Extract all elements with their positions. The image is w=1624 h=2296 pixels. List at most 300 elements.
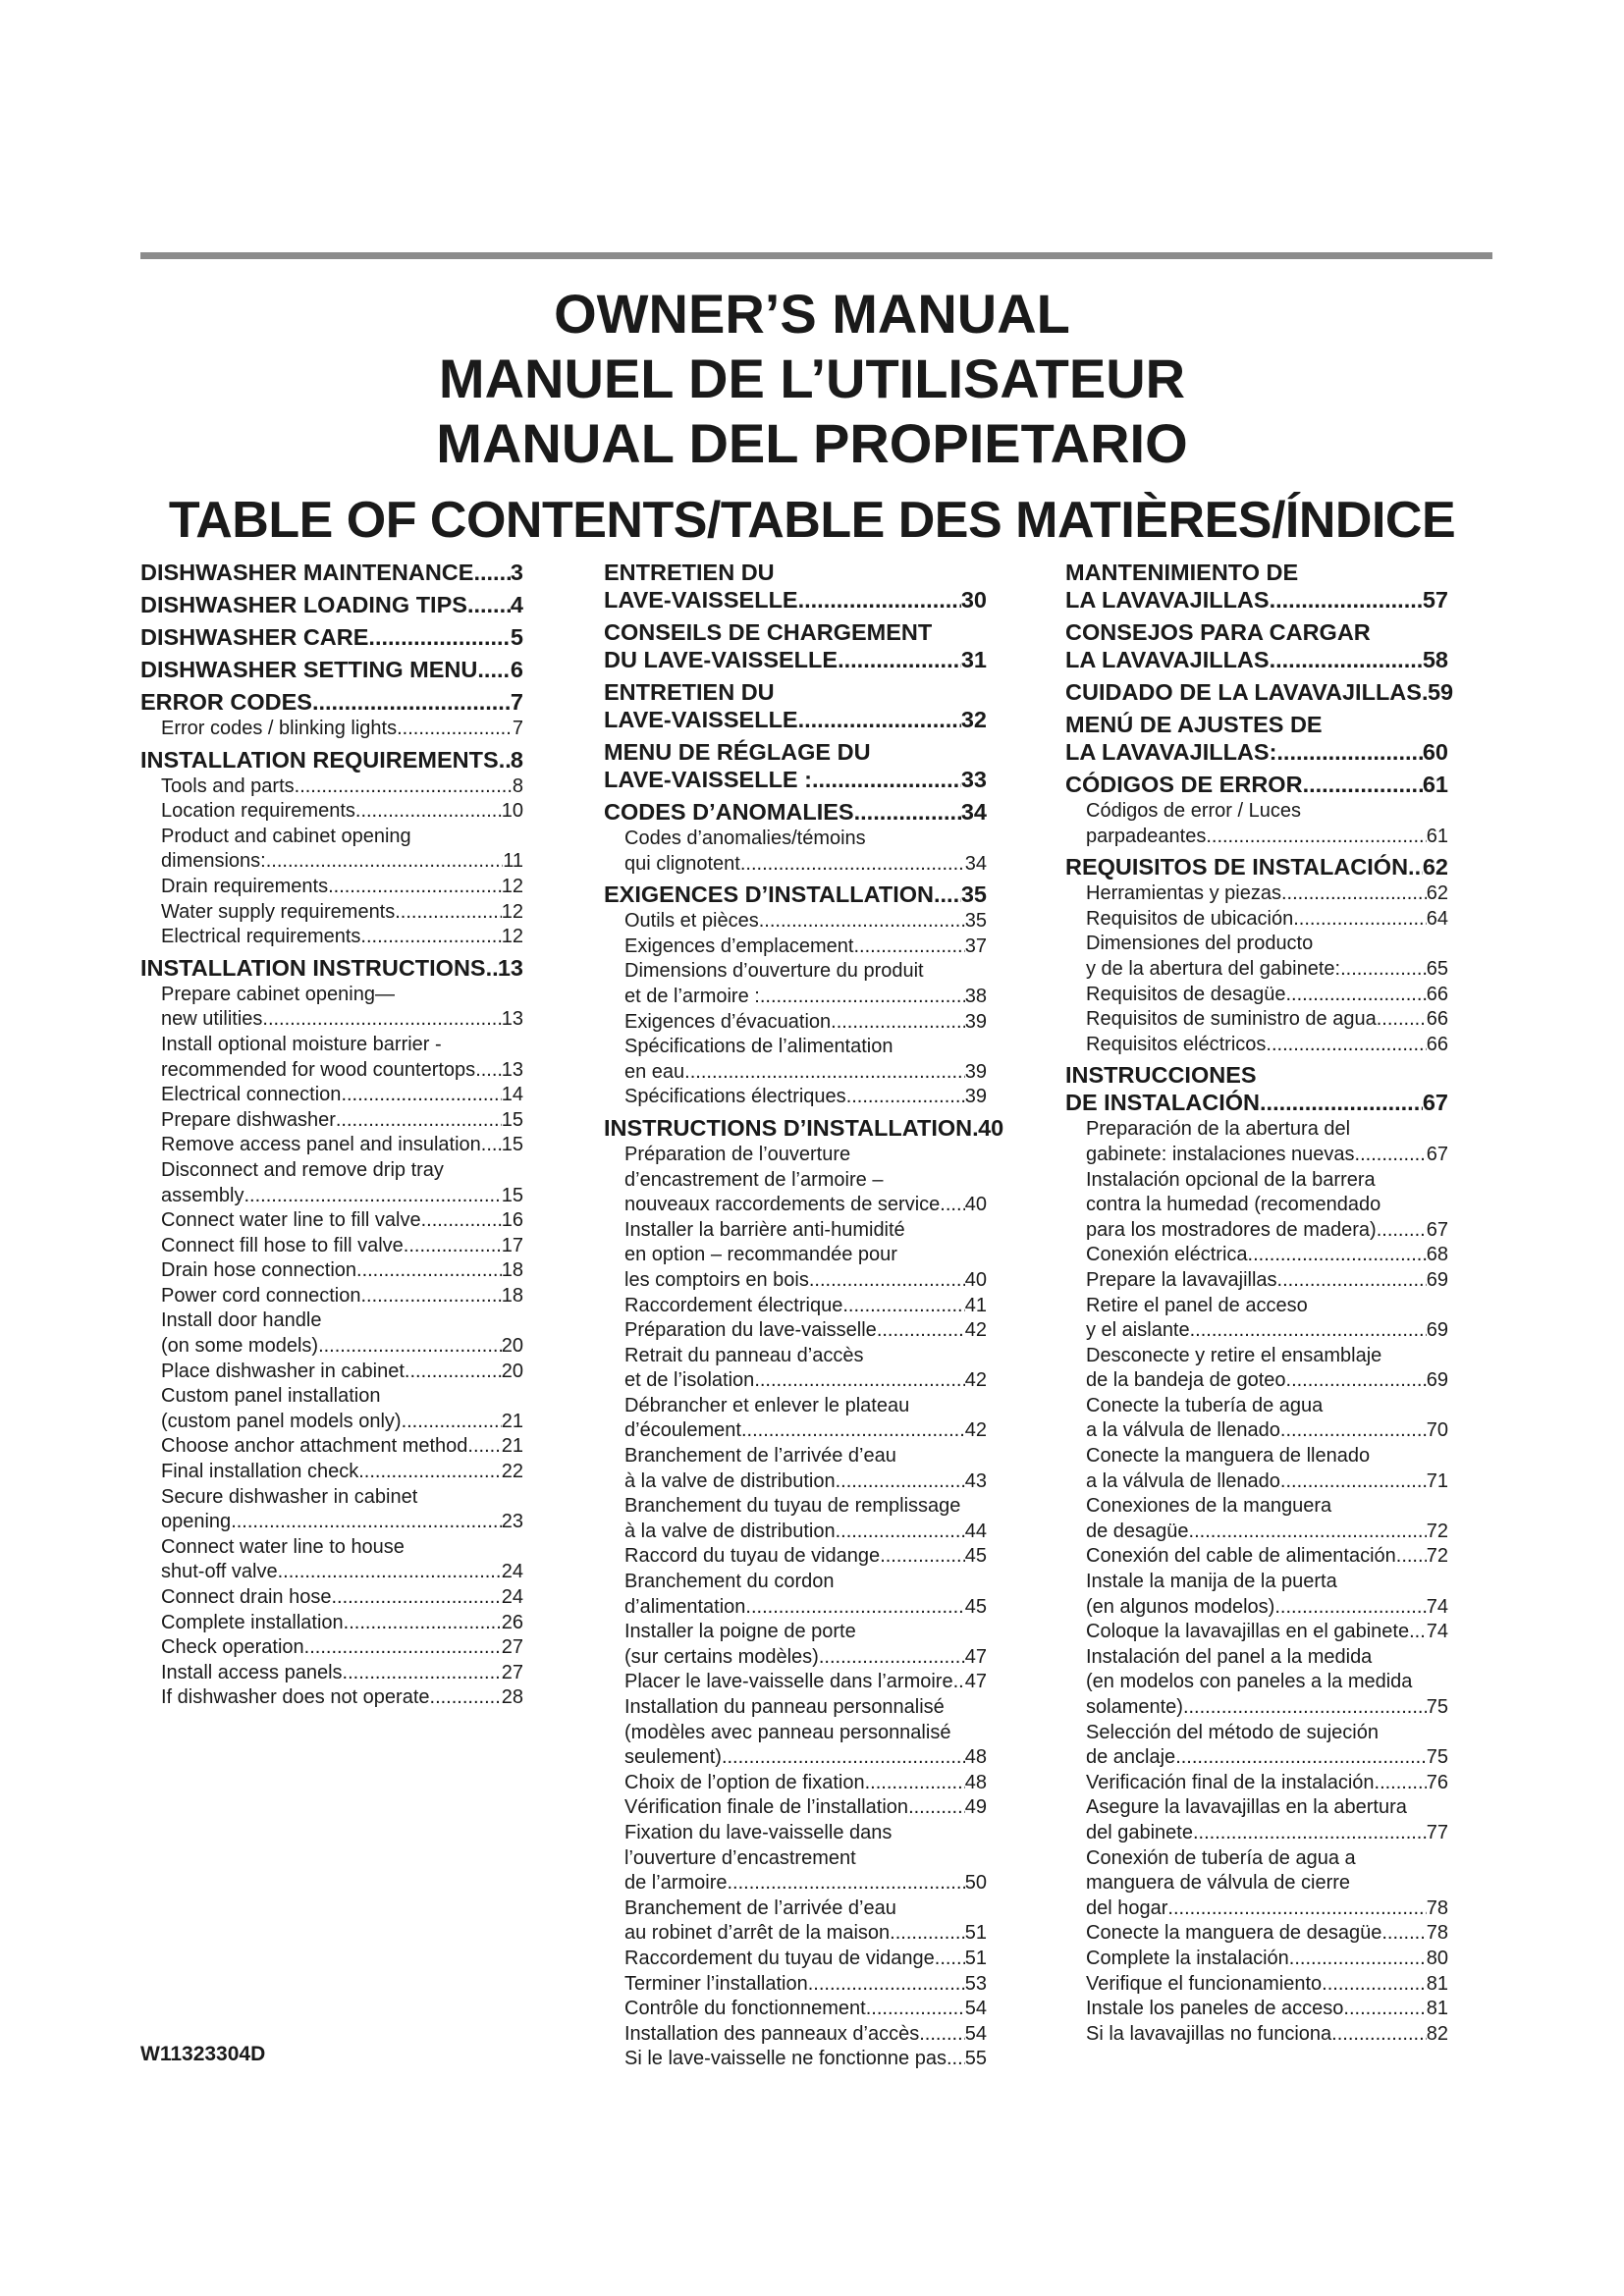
toc-entry-title: LA LAVAVAJILLAS <box>1065 647 1270 672</box>
toc-entry <box>604 1947 987 1972</box>
toc-entry-line: Codes d’anomalies/témoins <box>624 828 866 849</box>
toc-page-number: 48 <box>964 1771 987 1793</box>
toc-entry-row <box>604 766 987 794</box>
toc-section <box>140 623 523 652</box>
dot-leader <box>808 1972 965 1998</box>
toc-page-number: 55 <box>964 2048 987 2070</box>
toc-entry-row <box>140 1284 523 1309</box>
toc-entry-title: Installation des panneaux d’accès <box>624 2022 920 2045</box>
toc-entry-row <box>604 1947 987 1972</box>
toc-entry-title: d’écoulement <box>624 1419 741 1442</box>
toc-entry-title: para los mostradores de madera) <box>1086 1218 1377 1241</box>
toc-entry-title: à la valve de distribution <box>624 1469 836 1492</box>
toc-page-number: 42 <box>964 1319 987 1342</box>
toc-page-number: 15 <box>501 1134 523 1156</box>
toc-entry-title: à la valve de distribution <box>624 1520 836 1542</box>
toc-entry-line: CONSEILS DE CHARGEMENT <box>604 619 933 645</box>
dot-leader <box>356 1258 502 1284</box>
toc-entry-title: Exigences d’emplacement <box>624 934 854 957</box>
toc-entry-row <box>604 1871 987 1896</box>
toc-entry <box>1065 1921 1448 1947</box>
toc-page-number: 81 <box>1426 1972 1448 1995</box>
toc-page-number: 45 <box>964 1595 987 1618</box>
toc-page-number: 45 <box>964 1545 987 1568</box>
toc-entry-title: et de l’isolation <box>624 1369 755 1392</box>
toc-page-number: 47 <box>964 1645 987 1668</box>
toc-page-number: 82 <box>1426 2022 1448 2045</box>
toc-entry-row <box>1065 771 1448 799</box>
toc-entry <box>1065 2022 1448 2048</box>
toc-entry <box>140 1661 523 1686</box>
toc-entry-line: Instale la manija de la puerta <box>1086 1571 1337 1593</box>
toc-section <box>604 559 987 614</box>
toc-page-number: 72 <box>1426 1520 1448 1542</box>
toc-entry-title: Requisitos de suministro de agua <box>1086 1008 1377 1031</box>
toc-entry-title: INSTALLATION INSTRUCTIONS <box>140 954 486 981</box>
toc-entry-title: REQUISITOS DE INSTALACIÓN <box>1065 854 1409 881</box>
toc-entry <box>140 1585 523 1611</box>
toc-entry-row <box>604 934 987 960</box>
toc-page-number: 51 <box>964 1922 987 1945</box>
toc-entry-line: Conexiones de la manguera <box>1086 1495 1332 1518</box>
toc-entry <box>604 1670 987 1695</box>
toc-entry-row <box>1065 586 1448 614</box>
toc-page-number: 4 <box>510 592 523 617</box>
toc-entry-title: If dishwasher does not operate <box>161 1686 430 1709</box>
toc-page-number: 32 <box>960 707 987 732</box>
toc-entry-title: LAVE-VAISSELLE <box>604 707 798 732</box>
dot-leader <box>836 1520 965 1545</box>
dot-leader <box>838 646 961 674</box>
dot-leader <box>940 1193 964 1218</box>
dot-leader <box>481 1133 502 1158</box>
dot-leader <box>467 1434 501 1460</box>
toc-entry-row <box>140 774 523 800</box>
toc-entry-row <box>604 1294 987 1319</box>
toc-entry <box>604 1344 987 1394</box>
toc-entry-title: Préparation du lave-vaisselle <box>624 1319 877 1342</box>
toc-page-number: 13 <box>501 1008 523 1031</box>
toc-page-number: 40 <box>978 1114 1004 1141</box>
toc-entry <box>140 1611 523 1636</box>
dot-leader <box>798 586 961 614</box>
toc-entry <box>1065 1344 1448 1394</box>
toc-entry-line: Dimensiones del producto <box>1086 933 1314 955</box>
toc-page-number: 8 <box>510 746 523 773</box>
toc-entry-title: de anclaje <box>1086 1746 1176 1769</box>
toc-page-number: 78 <box>1426 1896 1448 1919</box>
toc-entry-row <box>140 1058 523 1084</box>
toc-entry <box>604 1394 987 1444</box>
toc-entry <box>1065 1620 1448 1645</box>
toc-entry <box>140 1158 523 1208</box>
toc-entry-line: Selección del método de sujeción <box>1086 1721 1379 1743</box>
dot-leader <box>759 909 965 934</box>
toc-entry <box>140 1258 523 1284</box>
toc-entry <box>140 1685 523 1711</box>
toc-page-number: 49 <box>964 1796 987 1819</box>
dot-leader <box>295 774 513 800</box>
toc-page-number: 66 <box>1426 1033 1448 1055</box>
toc-entry-row <box>140 717 523 742</box>
toc-entry-title: Drain requirements <box>161 875 329 897</box>
toc-entry <box>1065 932 1448 982</box>
dot-leader <box>430 1685 502 1711</box>
toc-entry-row <box>1065 881 1448 907</box>
toc-entry-title: LA LAVAVAJILLAS: <box>1065 739 1277 765</box>
toc-entry-line: Códigos de error / Luces <box>1086 800 1302 822</box>
toc-page-number: 3 <box>510 560 523 585</box>
toc-entry-row <box>604 852 987 878</box>
toc-entry-row <box>1065 1620 1448 1645</box>
toc-entry <box>1065 1771 1448 1796</box>
dot-leader <box>1193 1821 1427 1846</box>
toc-entry-row <box>1065 1595 1448 1621</box>
toc-entry-title: Prepare la lavavajillas <box>1086 1268 1277 1291</box>
toc-entry-title: Choose anchor attachment method <box>161 1435 468 1458</box>
toc-entry-row <box>140 1585 523 1611</box>
toc-entry-row <box>140 1184 523 1209</box>
dot-leader <box>1375 1771 1427 1796</box>
toc-page-number: 61 <box>1426 825 1448 847</box>
toc-entry <box>140 1460 523 1485</box>
toc-entry-title: Final installation check <box>161 1461 359 1483</box>
toc-page-number: 33 <box>960 767 987 792</box>
toc-page-number: 22 <box>501 1461 523 1483</box>
toc-entry-row <box>1065 1997 1448 2022</box>
toc-entry-row <box>1065 1520 1448 1545</box>
toc-entry-row <box>1065 983 1448 1008</box>
toc-page-number: 51 <box>964 1947 987 1969</box>
dot-leader <box>1409 1620 1427 1645</box>
toc-page-number: 50 <box>964 1872 987 1895</box>
toc-page-number: 39 <box>964 1086 987 1108</box>
toc-entry-title: DISHWASHER MAINTENANCE <box>140 560 474 585</box>
toc-entry <box>140 1033 523 1083</box>
dot-leader <box>740 852 965 878</box>
dot-leader <box>473 559 510 587</box>
toc-entry-row <box>140 591 523 619</box>
toc-entry <box>1065 1544 1448 1570</box>
toc-page-number: 53 <box>964 1972 987 1995</box>
toc-entry-row <box>140 559 523 587</box>
toc-entry-row <box>140 1258 523 1284</box>
toc-entry-line: Retire el panel de acceso <box>1086 1294 1308 1316</box>
toc-entry <box>1065 1570 1448 1620</box>
toc-entry <box>140 1284 523 1309</box>
toc-entry <box>140 1384 523 1434</box>
toc-entry-line: CONSEJOS PARA CARGAR <box>1065 619 1371 645</box>
toc-entry-line: Instalación del panel a la medida <box>1086 1645 1373 1668</box>
toc-page-number: 57 <box>1422 587 1448 613</box>
toc-entry-title: Exigences d’évacuation <box>624 1010 832 1033</box>
toc-entry <box>140 1434 523 1460</box>
dot-leader <box>842 1294 964 1319</box>
toc-entry-row <box>604 1921 987 1947</box>
toc-entry <box>604 2047 987 2072</box>
toc-entry-title: a la válvula de llenado <box>1086 1419 1280 1442</box>
toc-entry-title: Requisitos eléctricos <box>1086 1033 1267 1055</box>
toc-page-number: 69 <box>1426 1319 1448 1342</box>
dot-leader <box>865 1771 965 1796</box>
toc-entry-row <box>604 985 987 1010</box>
dot-leader <box>831 1010 965 1036</box>
toc-entry-title: (on some models) <box>161 1335 319 1358</box>
toc-entry-line: Branchement du cordon <box>624 1571 835 1593</box>
dot-leader <box>1322 1972 1427 1998</box>
toc-entry-line: ENTRETIEN DU <box>604 560 775 585</box>
toc-entry <box>604 1444 987 1494</box>
toc-entry-line: (en modelos con paneles a la medida <box>1086 1671 1413 1693</box>
dot-leader <box>397 717 513 742</box>
toc-entry-title: en eau <box>624 1060 685 1083</box>
toc-page-number: 44 <box>964 1520 987 1542</box>
toc-page-number: 40 <box>964 1194 987 1216</box>
toc-entry <box>604 2022 987 2048</box>
toc-entry-line: Débrancher et enlever le plateau <box>624 1394 910 1416</box>
toc-entry-line: en option – recommandée pour <box>624 1244 897 1266</box>
toc-entry-row <box>1065 1469 1448 1495</box>
toc-entry-row <box>140 1635 523 1661</box>
toc-entry-row <box>604 1745 987 1771</box>
toc-page-number: 75 <box>1426 1696 1448 1718</box>
toc-entry-line: MANTENIMIENTO DE <box>1065 560 1299 585</box>
toc-entry-line: Disconnect and remove drip tray <box>161 1158 444 1181</box>
toc-section <box>140 954 523 983</box>
toc-entry-title: CODES D’ANOMALIES <box>604 799 854 825</box>
toc-page-number: 18 <box>501 1284 523 1307</box>
toc-entry-title: DE INSTALACIÓN <box>1065 1090 1261 1116</box>
toc-entry-title: nouveaux raccordements de service <box>624 1194 941 1216</box>
dot-leader <box>1285 983 1426 1008</box>
toc-section <box>604 738 987 794</box>
toc-page-number: 72 <box>1426 1545 1448 1568</box>
dot-leader <box>935 1947 965 1972</box>
toc-entry-line: Conexión de tubería de agua a <box>1086 1846 1356 1869</box>
toc-section <box>1065 678 1454 707</box>
toc-page-number: 24 <box>501 1561 523 1583</box>
toc-page-number: 35 <box>960 881 987 908</box>
toc-page-number: 77 <box>1426 1821 1448 1843</box>
dot-leader <box>877 1318 965 1344</box>
toc-heading: TABLE OF CONTENTS/TABLE DES MATIÈRES/ÍNDICE <box>168 492 1456 549</box>
toc-page-number: 81 <box>1426 1998 1448 2020</box>
toc-page-number: 62 <box>1426 882 1448 905</box>
toc-page-number: 62 <box>1422 854 1448 881</box>
toc-section <box>604 678 987 734</box>
toc-entry-row <box>1065 1972 1448 1998</box>
toc-entry-row <box>604 1645 987 1671</box>
toc-column-french <box>604 555 1004 2072</box>
toc-entry <box>604 1695 987 1771</box>
toc-section <box>140 656 523 684</box>
dot-leader <box>1303 771 1423 799</box>
toc-entry <box>140 1083 523 1108</box>
toc-column-spanish <box>1065 555 1454 2047</box>
toc-entry-title: del gabinete <box>1086 1821 1193 1843</box>
toc-entry-row <box>604 2022 987 2048</box>
dot-leader <box>336 1108 502 1134</box>
toc-entry-line: INSTRUCCIONES <box>1065 1062 1257 1089</box>
toc-entry-title: Verificación final de la instalación <box>1086 1771 1375 1793</box>
toc-entry-title: de la bandeja de goteo <box>1086 1369 1286 1392</box>
toc-entry-row <box>1065 1896 1448 1922</box>
toc-entry-row <box>604 881 987 909</box>
dot-leader <box>1189 1520 1427 1545</box>
toc-entry-line: Asegure la lavavajillas en la abertura <box>1086 1796 1407 1819</box>
toc-entry-row <box>140 875 523 900</box>
toc-entry-line: Installer la poigne de porte <box>624 1621 856 1643</box>
toc-section <box>1065 771 1448 799</box>
toc-entry-row <box>1065 678 1454 707</box>
toc-entry-row <box>140 1334 523 1360</box>
toc-entry-title: y el aislante <box>1086 1319 1190 1342</box>
toc-entry-title: INSTRUCTIONS D’INSTALLATION <box>604 1114 973 1141</box>
toc-entry-line: manguera de válvula de cierre <box>1086 1872 1351 1895</box>
dot-leader <box>754 1368 964 1394</box>
toc-entry <box>140 875 523 900</box>
toc-entry-title: DU LAVE-VAISSELLE <box>604 647 839 672</box>
toc-entry-row <box>604 1085 987 1110</box>
toc-entry-title: Instale los paneles de acceso <box>1086 1998 1344 2020</box>
dot-leader <box>395 900 502 926</box>
toc-entry-row <box>1065 853 1448 881</box>
toc-entry <box>604 1494 987 1544</box>
toc-page-number: 71 <box>1426 1469 1448 1492</box>
toc-entry-row <box>604 706 987 734</box>
toc-entry-row <box>604 1060 987 1086</box>
toc-entry-title: Water supply requirements <box>161 900 396 923</box>
toc-entry <box>140 925 523 950</box>
toc-entry-row <box>140 1208 523 1234</box>
dot-leader <box>402 1410 502 1435</box>
toc-entry-title: au robinet d’arrêt de la maison <box>624 1922 891 1945</box>
toc-entry-line: (modèles avec panneau personnalisé <box>624 1721 951 1743</box>
toc-page-number: 20 <box>501 1335 523 1358</box>
dot-leader <box>1355 1143 1427 1168</box>
toc-page-number: 31 <box>960 647 987 672</box>
toc-entry-row <box>140 1360 523 1385</box>
toc-section <box>1065 618 1448 674</box>
toc-entry-row <box>140 1460 523 1485</box>
toc-entry-line: Preparación de la abertura del <box>1086 1118 1351 1141</box>
dot-leader <box>405 1360 502 1385</box>
dot-leader <box>854 798 961 827</box>
dot-leader <box>244 1184 501 1209</box>
toc-entry-row <box>1065 1243 1448 1268</box>
dot-leader <box>355 799 502 825</box>
toc-entry <box>140 1360 523 1385</box>
dot-leader <box>1270 646 1423 674</box>
toc-entry-row <box>604 1595 987 1621</box>
toc-entry-row <box>140 799 523 825</box>
toc-entry <box>604 1218 987 1294</box>
toc-entry-row <box>604 646 987 674</box>
toc-entry-line: Fixation du lave-vaisselle dans <box>624 1821 893 1843</box>
toc-entry-row <box>604 1997 987 2022</box>
dot-leader <box>1190 1318 1427 1344</box>
toc-entry-line: contra la humedad (recomendado <box>1086 1194 1381 1216</box>
dot-leader <box>1248 1243 1427 1268</box>
toc-entry <box>604 1771 987 1796</box>
dot-leader <box>1277 1268 1427 1294</box>
toc-entry-row <box>604 909 987 934</box>
dot-leader <box>760 985 965 1010</box>
toc-entry <box>1065 1033 1448 1058</box>
dot-leader <box>1377 1007 1427 1033</box>
title-french: MANUEL DE L’UTILISATEUR <box>438 347 1186 409</box>
toc-entry-row <box>1065 1544 1448 1570</box>
toc-entry-row <box>604 1795 987 1821</box>
toc-entry-line: Product and cabinet opening <box>161 825 411 847</box>
toc-entry-line: Desconecte y retire el ensamblaje <box>1086 1344 1382 1366</box>
toc-page-number: 66 <box>1426 983 1448 1005</box>
toc-entry-row <box>1065 646 1448 674</box>
toc-entry-row <box>604 1972 987 1998</box>
dot-leader <box>1206 825 1426 850</box>
toc-entry-title: ERROR CODES <box>140 689 312 715</box>
toc-section <box>604 618 987 674</box>
toc-entry <box>140 1234 523 1259</box>
toc-entry <box>1065 1168 1448 1244</box>
dot-leader <box>1377 1218 1427 1244</box>
toc-entry <box>1065 1268 1448 1294</box>
toc-entry-title: Check operation <box>161 1636 304 1659</box>
toc-entry-title: Outils et pièces <box>624 910 759 933</box>
toc-entry-row <box>140 656 523 684</box>
toc-page-number: 76 <box>1426 1771 1448 1793</box>
dot-leader <box>745 1595 964 1621</box>
toc-entry <box>1065 1117 1448 1167</box>
toc-entry-title: Raccordement du tuyau de vidange <box>624 1947 935 1969</box>
toc-entry-title: Remove access panel and insulation <box>161 1134 481 1156</box>
toc-entry <box>1065 907 1448 933</box>
toc-entry-row <box>604 1193 987 1218</box>
toc-entry-line: Branchement du tuyau de remplissage <box>624 1495 961 1518</box>
toc-page-number: 15 <box>501 1108 523 1131</box>
toc-entry-title: shut-off valve <box>161 1561 278 1583</box>
toc-page-number: 21 <box>501 1435 523 1458</box>
toc-page-number: 60 <box>1422 739 1448 765</box>
toc-entry-row <box>604 1318 987 1344</box>
toc-entry <box>604 1795 987 1821</box>
toc-entry <box>604 1085 987 1110</box>
dot-leader <box>1340 957 1427 983</box>
toc-page-number: 40 <box>964 1268 987 1291</box>
toc-page-number: 67 <box>1422 1090 1448 1116</box>
toc-entry-row <box>1065 1218 1448 1244</box>
toc-entry-row <box>1065 1318 1448 1344</box>
toc-entry-title: Conexión del cable de alimentación <box>1086 1545 1396 1568</box>
toc-page-number: 58 <box>1422 647 1448 672</box>
toc-entry-row <box>140 849 523 875</box>
toc-entry-line: Connect water line to house <box>161 1535 405 1558</box>
toc-entry-line: Installer la barrière anti-humidité <box>624 1218 905 1241</box>
dot-leader <box>1343 1997 1426 2022</box>
toc-entry <box>604 1544 987 1570</box>
toc-section <box>1065 853 1448 881</box>
dot-leader <box>467 591 511 619</box>
dot-leader <box>1276 738 1422 767</box>
toc-page-number: 59 <box>1427 679 1454 705</box>
toc-entry-title: EXIGENCES D’INSTALLATION <box>604 881 934 908</box>
toc-page-number: 8 <box>512 774 523 797</box>
toc-entry <box>140 717 523 742</box>
toc-entry-line: Préparation de l’ouverture <box>624 1143 851 1165</box>
dot-leader <box>1280 1469 1427 1495</box>
dot-leader <box>1280 1418 1427 1444</box>
toc-entry-title: Connect fill hose to fill valve <box>161 1234 404 1256</box>
